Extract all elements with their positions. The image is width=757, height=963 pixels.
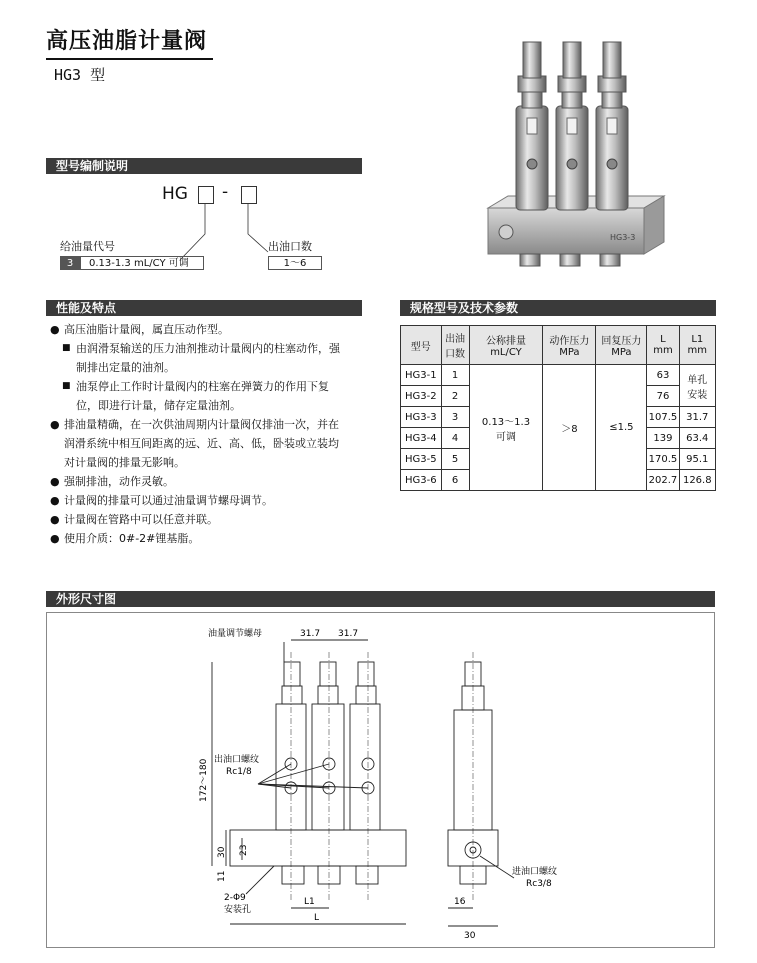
model-cell: HG3-6 xyxy=(401,470,442,491)
dim-30: 30 xyxy=(217,846,227,858)
ports-cell: 2 xyxy=(441,386,469,407)
model-code-prefix: HG xyxy=(162,184,188,204)
feature-bullet: ● xyxy=(50,418,60,431)
dim-L1: L1 xyxy=(304,897,315,907)
header-line-2: mm xyxy=(687,345,708,356)
single-hole-cell xyxy=(679,365,715,407)
pitch-dim-2: 31.7 xyxy=(338,629,359,639)
title-underline xyxy=(46,58,213,60)
ports-cell: 5 xyxy=(441,449,469,470)
feature-text: 排油量精确，在一次供油周期内计量阀仅排油一次，并在 xyxy=(64,418,339,431)
feature-list xyxy=(50,320,370,548)
page-title: 高压油脂计量阀 xyxy=(46,29,208,54)
adjust-nut-label: 油量调节螺母 xyxy=(208,629,263,639)
feature-item xyxy=(50,472,370,491)
feature-bullet: ■ xyxy=(62,343,71,353)
inlet-thread-label: 进油口螺纹 xyxy=(512,867,558,877)
cell-line-2: 可调 xyxy=(495,431,516,443)
feature-text: 高压油脂计量阀，属直压动作型。 xyxy=(64,323,229,336)
feature-bullet: ■ xyxy=(62,381,71,391)
header-line-1: 动作压力 xyxy=(549,336,590,347)
section-spec: 规格型号及技术参数 xyxy=(400,300,716,316)
model-code-dash: - xyxy=(222,182,229,202)
feature-item xyxy=(50,358,370,377)
spec-header-cell xyxy=(647,326,679,365)
header-line-2: 口数 xyxy=(445,349,466,360)
header-line-2: mL/CY xyxy=(490,347,522,358)
spec-table xyxy=(400,325,716,491)
L-cell: 139 xyxy=(647,428,679,449)
L-cell: 107.5 xyxy=(647,407,679,428)
header-line-2: MPa xyxy=(559,347,580,358)
ports-cell: 1 xyxy=(441,365,469,386)
feature-text: 计量阀在管路中可以任意并联。 xyxy=(64,513,218,526)
height-dim: 172～180 xyxy=(199,758,209,802)
model-cell: HG3-2 xyxy=(401,386,442,407)
header-line-1: 型号 xyxy=(410,341,431,353)
spec-header-cell xyxy=(596,326,647,365)
dimension-drawing xyxy=(46,612,715,948)
L1-cell: 63.4 xyxy=(679,428,715,449)
cell-line-2: 安装 xyxy=(687,389,708,401)
feature-text: 强制排油，动作灵敏。 xyxy=(64,475,174,488)
L-cell: 170.5 xyxy=(647,449,679,470)
feature-bullet: ● xyxy=(50,323,60,336)
product-label: HG3-3 xyxy=(610,233,636,242)
inlet-thread-spec: Rc3/8 xyxy=(526,879,552,889)
dim-23: 23 xyxy=(239,844,249,856)
spec-header-cell xyxy=(441,326,469,365)
action-pressure-cell: ＞8 xyxy=(543,365,596,491)
section-features: 性能及特点 xyxy=(46,300,362,316)
feature-bullet: ● xyxy=(50,475,60,488)
model-cell: HG3-3 xyxy=(401,407,442,428)
header-line-1: 公称排量 xyxy=(485,336,526,347)
outlet-thread-spec: Rc1/8 xyxy=(226,767,252,777)
pitch-dim-1: 31.7 xyxy=(300,629,321,639)
header-line-2: MPa xyxy=(611,347,632,358)
L-cell: 76 xyxy=(647,386,679,407)
cell-line-1: 0.13～1.3 xyxy=(481,416,531,428)
section-model-code: 型号编制说明 xyxy=(46,158,362,174)
feature-text: 制排出定量的油剂。 xyxy=(76,361,175,374)
feature-item xyxy=(50,529,370,548)
ports-cell: 3 xyxy=(441,407,469,428)
feature-item xyxy=(50,434,370,453)
L1-cell: 95.1 xyxy=(679,449,715,470)
feature-bullet: ● xyxy=(50,532,60,545)
feature-item xyxy=(50,396,370,415)
spec-header-cell xyxy=(469,326,543,365)
spec-header-cell xyxy=(543,326,596,365)
L-cell: 63 xyxy=(647,365,679,386)
L-cell: 202.7 xyxy=(647,470,679,491)
spec-header-cell xyxy=(679,326,715,365)
cell-line-1: 单孔 xyxy=(687,374,708,386)
feed-code-label: 给油量代号 xyxy=(60,240,115,253)
feed-code: 3 xyxy=(60,256,80,270)
product-photo xyxy=(478,36,678,272)
mount-hole-dim: 2-Φ9 xyxy=(224,893,246,903)
mount-hole-label: 安装孔 xyxy=(224,905,252,915)
table-row xyxy=(401,365,716,386)
feature-item xyxy=(50,415,370,434)
feature-item xyxy=(50,320,370,339)
outlet-value: 1～6 xyxy=(268,256,322,270)
feature-item xyxy=(50,339,370,358)
dim-11: 11 xyxy=(217,870,227,882)
ports-cell: 4 xyxy=(441,428,469,449)
feature-text: 油泵停止工作时计量阀内的柱塞在弹簧力的作用下复 xyxy=(76,380,329,393)
ports-cell: 6 xyxy=(441,470,469,491)
header-line-2: mm xyxy=(653,345,673,356)
flow-cell xyxy=(469,365,543,491)
dim-L: L xyxy=(314,913,320,923)
header-line-1: L xyxy=(660,334,666,345)
section-dimensions: 外形尺寸图 xyxy=(46,591,715,607)
feature-bullet: ● xyxy=(50,513,60,526)
header-line-1: 出油 xyxy=(445,334,466,345)
dim-16: 16 xyxy=(454,897,466,907)
L1-cell: 126.8 xyxy=(679,470,715,491)
model-subtitle: HG3 型 xyxy=(54,66,106,84)
feature-item xyxy=(50,377,370,396)
feature-bullet: ● xyxy=(50,494,60,507)
header-line-1: L1 xyxy=(691,334,704,345)
feature-text: 由润滑泵输送的压力油剂推动计量阀内的柱塞动作，强 xyxy=(76,342,340,355)
outlet-thread-label: 出油口螺纹 xyxy=(214,755,260,765)
header-line-1: 回复压力 xyxy=(601,336,642,347)
model-cell: HG3-5 xyxy=(401,449,442,470)
spec-header-cell xyxy=(401,326,442,365)
feature-text: 使用介质：0#-2#锂基脂。 xyxy=(64,532,200,545)
dim-side-30: 30 xyxy=(464,931,476,941)
feature-item xyxy=(50,491,370,510)
feature-text: 润滑系统中相互间距离的远、近、高、低，卧装或立装均 xyxy=(64,437,339,450)
feed-value: 0.13-1.3 mL/CY 可调 xyxy=(80,256,204,270)
feature-item xyxy=(50,510,370,529)
return-pressure-cell: ≤1.5 xyxy=(596,365,647,491)
L1-cell: 31.7 xyxy=(679,407,715,428)
feature-text: 位，即进行计量，储存定量油剂。 xyxy=(76,399,241,412)
outlet-count-label: 出油口数 xyxy=(268,240,312,253)
feature-text: 对计量阀的排量无影响。 xyxy=(64,456,185,469)
model-cell: HG3-4 xyxy=(401,428,442,449)
feature-text: 计量阀的排量可以通过油量调节螺母调节。 xyxy=(64,494,273,507)
feature-item xyxy=(50,453,370,472)
model-cell: HG3-1 xyxy=(401,365,442,386)
